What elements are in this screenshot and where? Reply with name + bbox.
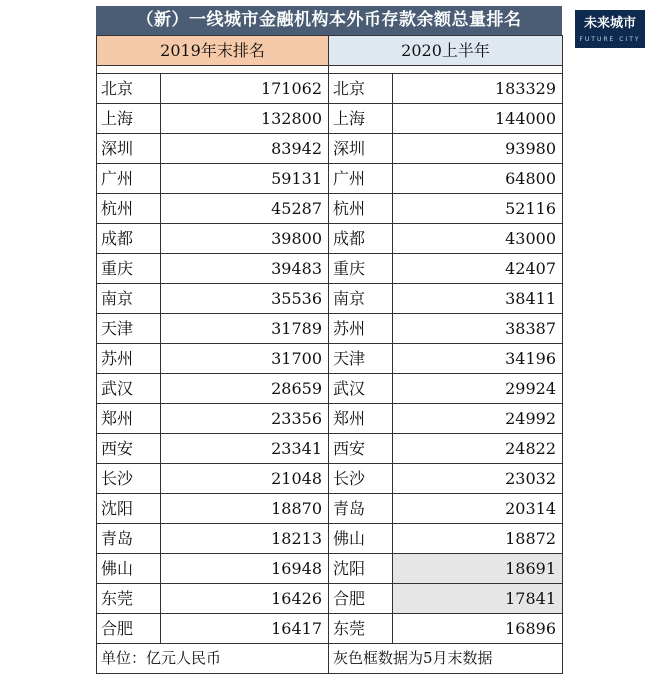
city-2020-cell: 广州: [329, 164, 393, 194]
value-2019-cell: 16948: [161, 554, 329, 584]
table-row: [97, 434, 563, 464]
city-2019-cell: 东莞: [97, 584, 161, 614]
header-2020-h1: 2020上半年: [329, 36, 563, 66]
city-2019-cell: 成都: [97, 224, 161, 254]
table-row: [97, 254, 563, 284]
table-body: [97, 74, 563, 644]
page-title: （新）一线城市金融机构本外币存款余额总量排名: [96, 6, 562, 35]
value-2019-cell: 16426: [161, 584, 329, 614]
table-row: [97, 344, 563, 374]
city-2020-cell: 佛山: [329, 524, 393, 554]
city-2019-cell: 苏州: [97, 344, 161, 374]
city-2019-cell: 西安: [97, 434, 161, 464]
city-2019-cell: 深圳: [97, 134, 161, 164]
value-2020-cell: 16896: [393, 614, 563, 644]
value-2019-cell: 132800: [161, 104, 329, 134]
value-2020-cell: 18872: [393, 524, 563, 554]
value-2020-cell: 183329: [393, 74, 563, 104]
value-2020-cell: 34196: [393, 344, 563, 374]
table-row: [97, 224, 563, 254]
city-2020-cell: 上海: [329, 104, 393, 134]
value-2019-cell: 23356: [161, 404, 329, 434]
value-2019-cell: 83942: [161, 134, 329, 164]
value-2019-cell: 21048: [161, 464, 329, 494]
value-2019-cell: 16417: [161, 614, 329, 644]
value-2020-cell: 42407: [393, 254, 563, 284]
value-2020-cell: 17841: [393, 584, 563, 614]
table-row: [97, 494, 563, 524]
city-2019-cell: 郑州: [97, 404, 161, 434]
city-2019-cell: 长沙: [97, 464, 161, 494]
city-2019-cell: 天津: [97, 314, 161, 344]
city-2020-cell: 合肥: [329, 584, 393, 614]
city-2020-cell: 青岛: [329, 494, 393, 524]
city-2019-cell: 佛山: [97, 554, 161, 584]
value-2019-cell: 28659: [161, 374, 329, 404]
value-2020-cell: 20314: [393, 494, 563, 524]
table-row: [97, 314, 563, 344]
table-row: [97, 284, 563, 314]
city-2020-cell: 沈阳: [329, 554, 393, 584]
value-2019-cell: 45287: [161, 194, 329, 224]
brand-logo: [575, 10, 645, 48]
city-2020-cell: 成都: [329, 224, 393, 254]
city-2020-cell: 郑州: [329, 404, 393, 434]
city-2019-cell: 武汉: [97, 374, 161, 404]
city-2019-cell: 重庆: [97, 254, 161, 284]
city-2020-cell: 天津: [329, 344, 393, 374]
value-2019-cell: 35536: [161, 284, 329, 314]
city-2019-cell: 沈阳: [97, 494, 161, 524]
value-2020-cell: 43000: [393, 224, 563, 254]
city-2020-cell: 北京: [329, 74, 393, 104]
table-header-row: [97, 36, 563, 66]
gray-cell-note: 灰色框数据为5月末数据: [329, 644, 563, 674]
logo-subtext: FUTURE CITY: [579, 36, 641, 43]
value-2020-cell: 29924: [393, 374, 563, 404]
city-2020-cell: 深圳: [329, 134, 393, 164]
value-2020-cell: 64800: [393, 164, 563, 194]
city-2019-cell: 青岛: [97, 524, 161, 554]
ranking-infographic: [96, 6, 562, 667]
unit-note: 单位：亿元人民币: [97, 644, 329, 674]
table-row: [97, 194, 563, 224]
table-row: [97, 164, 563, 194]
value-2020-cell: 24992: [393, 404, 563, 434]
header-gap-row: [97, 66, 563, 74]
logo-text: 未来城市: [583, 16, 636, 31]
city-2019-cell: 南京: [97, 284, 161, 314]
table-row: [97, 554, 563, 584]
value-2019-cell: 59131: [161, 164, 329, 194]
table-row: [97, 74, 563, 104]
city-2020-cell: 长沙: [329, 464, 393, 494]
value-2019-cell: 39483: [161, 254, 329, 284]
value-2019-cell: 171062: [161, 74, 329, 104]
table-row: [97, 614, 563, 644]
city-2020-cell: 苏州: [329, 314, 393, 344]
ranking-table-container: [96, 35, 562, 667]
ranking-table: [96, 35, 563, 674]
table-row: [97, 584, 563, 614]
city-2020-cell: 武汉: [329, 374, 393, 404]
value-2019-cell: 23341: [161, 434, 329, 464]
city-2019-cell: 广州: [97, 164, 161, 194]
value-2019-cell: 18213: [161, 524, 329, 554]
value-2020-cell: 23032: [393, 464, 563, 494]
value-2020-cell: 38411: [393, 284, 563, 314]
value-2020-cell: 24822: [393, 434, 563, 464]
value-2019-cell: 39800: [161, 224, 329, 254]
value-2020-cell: 52116: [393, 194, 563, 224]
city-2019-cell: 上海: [97, 104, 161, 134]
table-row: [97, 104, 563, 134]
table-row: [97, 464, 563, 494]
value-2020-cell: 93980: [393, 134, 563, 164]
city-2020-cell: 南京: [329, 284, 393, 314]
city-2020-cell: 杭州: [329, 194, 393, 224]
city-2019-cell: 杭州: [97, 194, 161, 224]
table-row: [97, 374, 563, 404]
table-row: [97, 404, 563, 434]
city-2019-cell: 合肥: [97, 614, 161, 644]
value-2019-cell: 31789: [161, 314, 329, 344]
value-2019-cell: 31700: [161, 344, 329, 374]
city-2019-cell: 北京: [97, 74, 161, 104]
table-row: [97, 134, 563, 164]
table-row: [97, 524, 563, 554]
city-2020-cell: 西安: [329, 434, 393, 464]
value-2020-cell: 144000: [393, 104, 563, 134]
city-2020-cell: 重庆: [329, 254, 393, 284]
header-2019-rank: 2019年末排名: [97, 36, 329, 66]
value-2020-cell: 38387: [393, 314, 563, 344]
value-2019-cell: 18870: [161, 494, 329, 524]
city-2020-cell: 东莞: [329, 614, 393, 644]
table-footer-row: [97, 644, 563, 674]
value-2020-cell: 18691: [393, 554, 563, 584]
